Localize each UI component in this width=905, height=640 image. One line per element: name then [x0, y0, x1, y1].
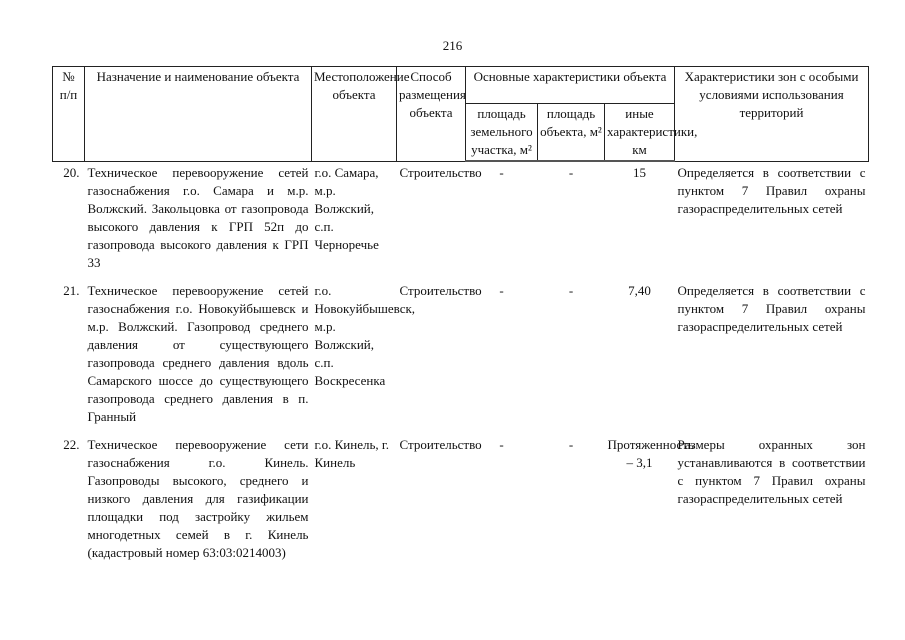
header-main-characteristics: Основные характеристики объекта	[466, 67, 675, 104]
zone-characteristics: Определяется в соответствии с пунктом 7 Правил охраны газораспределительных сетей	[677, 164, 866, 216]
object-location: г.о. Кинель, г. Кинель	[314, 436, 390, 470]
object-area: -	[568, 282, 574, 298]
other-characteristics: 7,40	[628, 282, 651, 298]
header-land-area: площадь земельного участка, м²	[466, 104, 538, 162]
row-number: 21.	[63, 282, 80, 298]
zone-characteristics: Размеры охранных зон устанавливаются в соответствии с пунктом 7 Правил охраны газораспределительных сетей	[677, 436, 866, 506]
table-row	[53, 280, 869, 434]
other-characteristics: Протяженность – 3,1	[607, 436, 694, 470]
object-name: Техническое перевооружение сетей газоснабжения г.о. Самара и м.р. Волжский. Закольцовка от газопровода высокого давления к ГРП 52п до газопровода высокого давления к ГРП 33	[87, 164, 309, 270]
object-name: Техническое перевооружение сетей газоснабжения г.о. Новокуйбышевск и м.р. Волжский. Газопровод среднего давления от существующего газопровода среднего давления вдоль Самарского шоссе до существующего газопровода среднего давления в п. Гранный	[87, 282, 309, 424]
object-location: г.о. Новокуйбышевск, м.р. Волжский, с.п. Воскресенка	[314, 282, 416, 388]
header-name: Назначение и наименование объекта	[85, 67, 312, 162]
table-row	[53, 434, 869, 570]
other-characteristics: 15	[633, 165, 646, 180]
objects-table	[52, 66, 869, 570]
land-area: -	[499, 165, 504, 180]
placement-method: Строительство	[399, 282, 482, 298]
table-row	[53, 161, 869, 280]
placement-method: Строительство	[399, 164, 482, 180]
header-object-area: площадь объекта, м²	[538, 104, 605, 162]
zone-characteristics: Определяется в соответствии с пунктом 7 Правил охраны газораспределительных сетей	[677, 282, 866, 334]
land-area: -	[499, 282, 504, 298]
header-zone: Характеристики зон с особыми условиями использования территорий	[675, 67, 869, 162]
object-name: Техническое перевооружение сети газоснабжения г.о. Кинель. Газопроводы высокого, среднего и низкого давления для газификации площадки под застройку жильем многодетных семей в г. Кинель (кадастровый номер 63:03:0214003)	[87, 436, 309, 560]
header-location: Местоположение объекта	[312, 67, 397, 162]
object-area: -	[568, 436, 574, 452]
object-location: г.о. Самара, м.р. Волжский, с.п. Черноречье	[314, 164, 379, 252]
placement-method: Строительство	[399, 436, 482, 452]
row-number: 20.	[63, 164, 80, 180]
row-number: 22.	[63, 436, 80, 452]
object-area: -	[568, 165, 574, 180]
header-method: Способ размещения объекта	[397, 67, 466, 162]
land-area: -	[499, 436, 504, 452]
header-num: № п/п	[53, 67, 85, 162]
page-number: 216	[442, 38, 463, 53]
header-other: иные характеристики, км	[605, 104, 675, 162]
